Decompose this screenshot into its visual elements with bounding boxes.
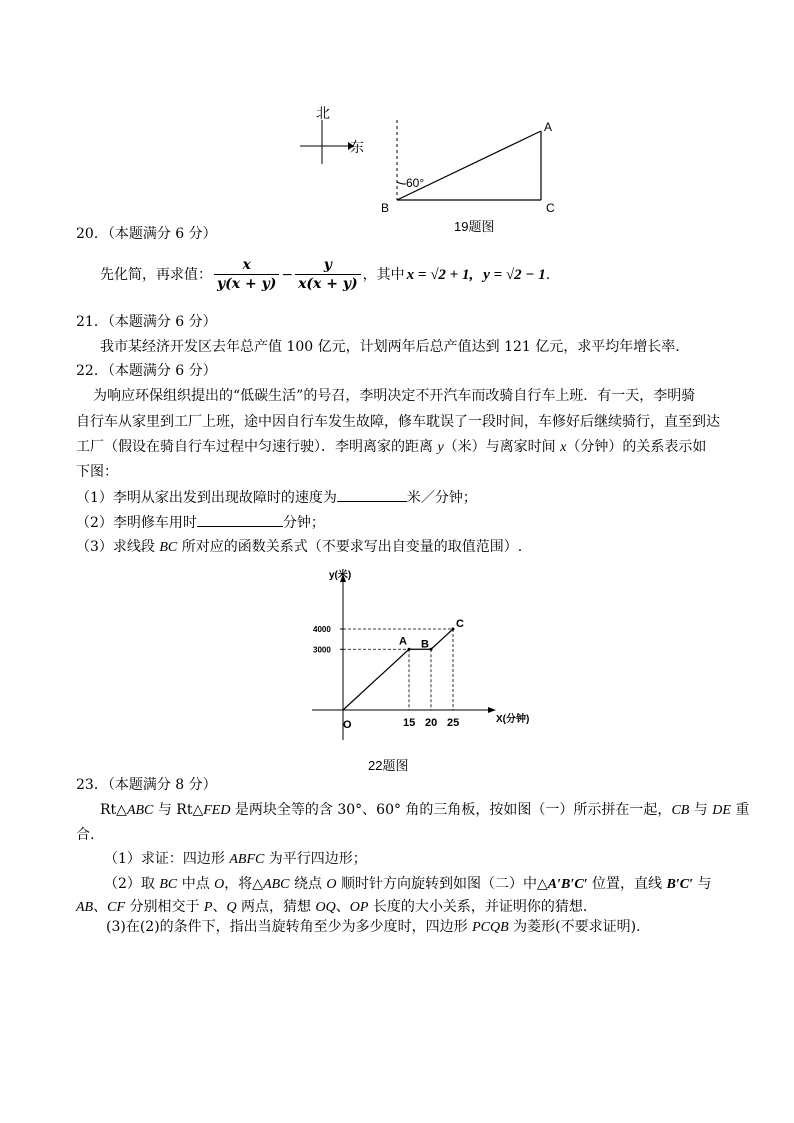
q20-minus: − [281,266,294,283]
q23-fed: FED [203,803,231,818]
q22-s2b: 分钟； [282,515,325,531]
q23-de: DE [712,803,731,818]
segment-oa [343,649,409,710]
q22-var-y: y [437,440,444,455]
y-axis-label: y(米) [329,570,352,581]
q23-s2-bc-prime: B′C′ [666,877,694,892]
y-tick-label-3000: 3000 [313,645,331,655]
point-b [430,648,433,651]
q20-fraction-1 [214,256,279,293]
q23-pcqb: PCQB [472,920,509,935]
x-axis-label: X(分钟) [496,714,530,725]
q23-s2a: （2）取 [104,876,160,892]
figure-22-caption: 22题图 [368,758,409,773]
q22-s3a: （3）求线段 [76,539,160,555]
q23-p1b: 与 Rt△ [153,802,204,818]
x-tick-label-20: 20 [425,717,438,729]
figure-19 [290,100,580,240]
q23-s2g: 与 [693,876,712,892]
q23-s2d: 绕点 [289,876,327,892]
x-tick-label-25: 25 [447,717,460,729]
figure-22-chart [300,562,550,782]
q20-end: . [545,266,551,283]
q23-sub-2 [104,874,712,895]
q23-q: Q [226,900,237,915]
q22-sub-2 [76,512,325,533]
q22-var-bc: BC [159,540,178,555]
q20-expression [100,256,550,293]
q22-s1b: 米／分钟； [406,490,477,506]
q20-frac1-den: y(x + y) [217,276,277,292]
q23-s2e: 顺时针方向旋转到如图（二）中△ [336,876,548,892]
q23-oq: OQ [315,900,336,915]
x-tick-label-15: 15 [403,717,416,729]
angle-label: 60° [406,176,425,190]
compass-north-label: 北 [316,105,330,121]
q23-abfc: ABFC [229,852,265,867]
q22-p3b: （米）与离家时间 [443,439,561,455]
origin-label: O [343,719,352,731]
figure-19-caption: 19题图 [454,219,495,234]
q23-para-2: 合. [76,827,95,843]
q20-prefix: 先化简，再求值： [100,266,212,283]
q23-s2-bc: BC [159,877,178,892]
q22-s2a: （2）李明修车用时 [76,515,197,531]
q20-fraction-2 [295,256,361,293]
q23-p1e: 重 [730,802,750,818]
q22-sub-1 [76,487,477,508]
q23-s1a: （1）求证：四边形 [104,851,230,867]
q22-header: 22．（本题满分 6 分） [76,363,217,379]
q23-s2h2: 分别相交于 [125,899,204,915]
q23-p1a: Rt△ [100,802,127,818]
q22-s3b: 所对应的函数关系式（不要求写出自变量的取值范围）. [177,539,523,555]
y-tick-label-4000: 4000 [313,625,331,634]
q23-s2h5: 、 [335,899,350,915]
q20-cond-x: x = √2 + 1, [406,266,474,283]
q23-s3a: (3)在(2)的条件下，指出当旋转角至少为多少度时，四边形 [106,919,473,935]
q21-header: 21．（本题满分 6 分） [76,314,217,330]
q22-blank-2[interactable] [197,512,283,527]
q23-s2f: 位置，直线 [587,876,667,892]
point-label-a: A [399,635,407,648]
q22-para-1: 为响应环保组织提出的“低碳生活”的号召，李明决定不开汽车而改骑自行车上班．有一天，李明骑 [93,388,696,404]
q23-s2-abc-prime: A′B′C′ [547,877,588,892]
q23-s1b: 为平行四边形； [264,851,367,867]
q22-para-3 [76,437,706,458]
q23-p1d: 与 [689,802,713,818]
q22-para-2: 自行车从家里到工厂上班，途中因自行车发生故障，修车耽误了一段时间，车修好后继续骑行，直至到达 [76,414,720,430]
segment-bc [431,629,453,649]
q22-blank-1[interactable] [337,487,407,502]
q23-s2h1: 、 [93,899,108,915]
q22-para-4: 下图： [76,464,118,480]
point-c-label: C [546,201,555,215]
q23-cf: CF [107,900,125,915]
q23-sub-3 [106,917,641,938]
q23-s2-o: O [214,877,225,892]
q20-frac2-den: x(x + y) [298,276,358,292]
q23-s2-abc: ABC [263,877,290,892]
q22-p3a: 工厂（假设在骑自行车过程中匀速行驶）．李明离家的距离 [76,439,438,455]
q23-s2c: ，将△ [224,876,264,892]
q23-p: P [203,900,213,915]
q22-p3c: （分钟）的关系表示如 [566,439,707,455]
point-a-label: A [544,120,553,134]
point-b-label: B [381,201,390,215]
compass-east-label: 东 [350,139,364,155]
q22-var-x: x [560,440,567,455]
x-axis-arrow [488,707,496,713]
q23-s2h4: 两点，猜想 [236,899,316,915]
q23-p1c: 是两块全等的含 30°、60° 角的三角板，按如图（一）所示拼在一起， [230,802,672,818]
point-label-c: C [456,618,464,630]
q20-cond-y: y = √2 − 1 [483,266,546,283]
q23-s2-o2: O [326,877,337,892]
q20-frac2-num: y [295,256,361,275]
q23-op: OP [349,900,369,915]
q23-header: 23．（本题满分 8 分） [76,777,217,793]
angle-arc [397,182,406,184]
point-a [408,648,411,651]
q22-sub-3 [76,537,522,558]
q21-text: 我市某经济开发区去年总产值 100 亿元，计划两年后总产值达到 121 亿元，求平均年增长率. [100,339,680,355]
q20-frac1-num: x [214,256,279,275]
q20-where: ，其中 [362,266,405,283]
point-label-b: B [421,638,429,651]
q22-s1a: （1）李明从家出发到出现故障时的速度为 [76,490,337,506]
q23-s2h6: 长度的大小关系，并证明你的猜想. [368,899,588,915]
q23-s3b: 为菱形(不要求证明). [508,919,641,935]
q23-sub-1 [104,849,367,870]
q20-header: 20．（本题满分 6 分） [76,226,217,242]
q23-s2b: 中点 [177,876,215,892]
q23-s2h3: 、 [212,899,227,915]
point-c [452,628,455,631]
q23-ab: AB [76,900,94,915]
q23-sub-2-cont [76,897,587,918]
q23-para-1 [100,800,749,821]
q23-cb: CB [671,803,690,818]
q23-abc: ABC [126,803,154,818]
